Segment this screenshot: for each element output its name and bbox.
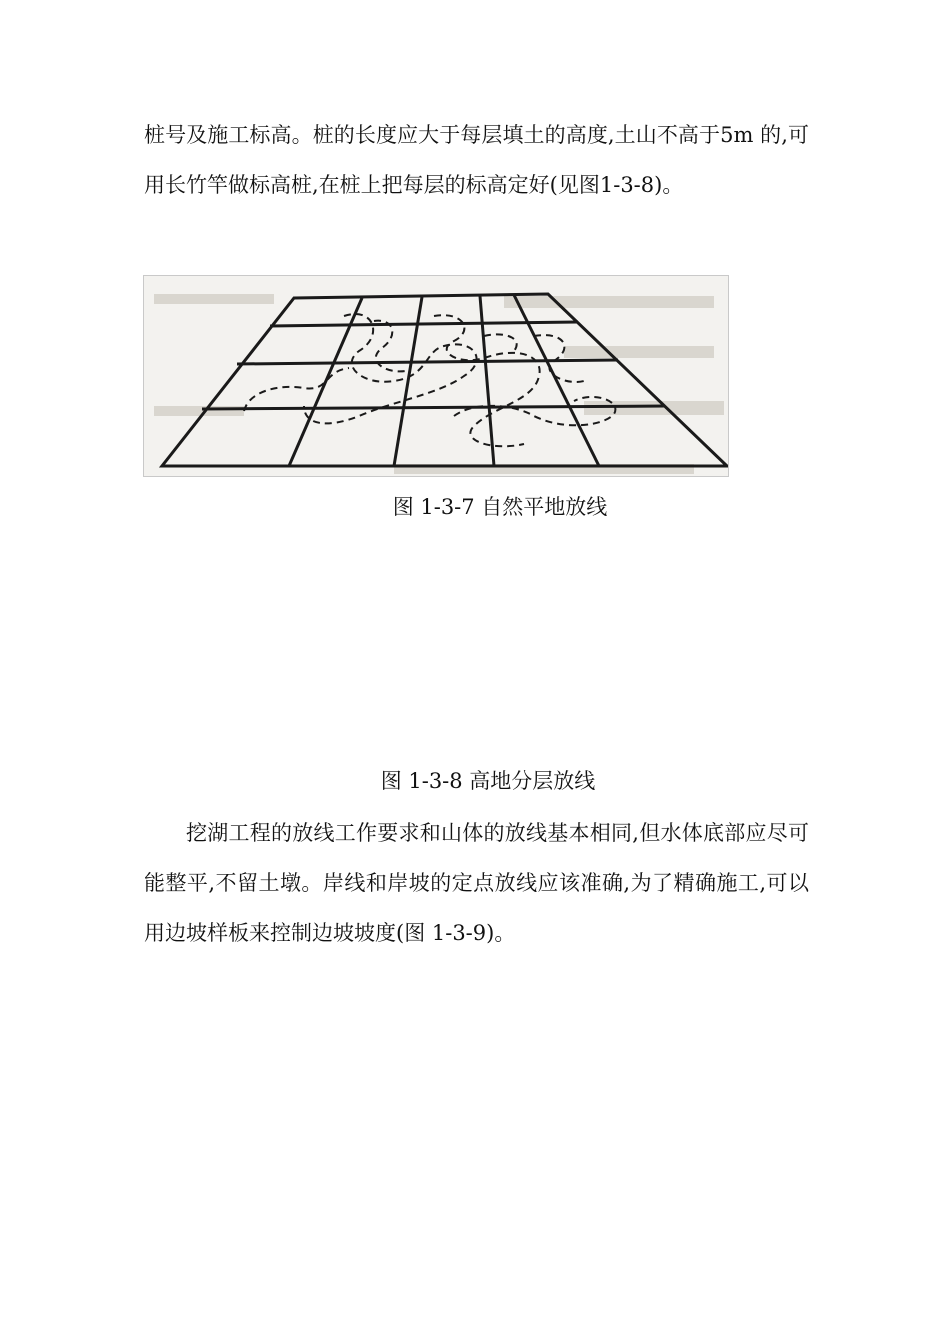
grid-layout-illustration [144, 276, 729, 477]
dashed-contours [244, 314, 615, 446]
grid-frame [162, 294, 727, 466]
paragraph-intro: 桩号及施工标高。桩的长度应大于每层填土的高度,土山不高于5m 的,可用长竹竿做标高桩,在桩上把每层的标高定好(见图1-3-8)。 [144, 123, 809, 197]
paragraph-lake-excavation: 挖湖工程的放线工作要求和山体的放线基本相同,但水体底部应尽可能整平,不留土墩。岸线和岸坡的定点放线应该准确,为了精确施工,可以用边坡样板来控制边坡坡度(图 1-3-9)。 [144, 821, 809, 945]
figure-2-caption: 图 1-3-8 高地分层放线 [380, 769, 596, 793]
figure-flat-ground-layout [143, 275, 729, 477]
background-texture [154, 294, 724, 474]
figure-1-caption: 图 1-3-7 自然平地放线 [392, 495, 608, 519]
